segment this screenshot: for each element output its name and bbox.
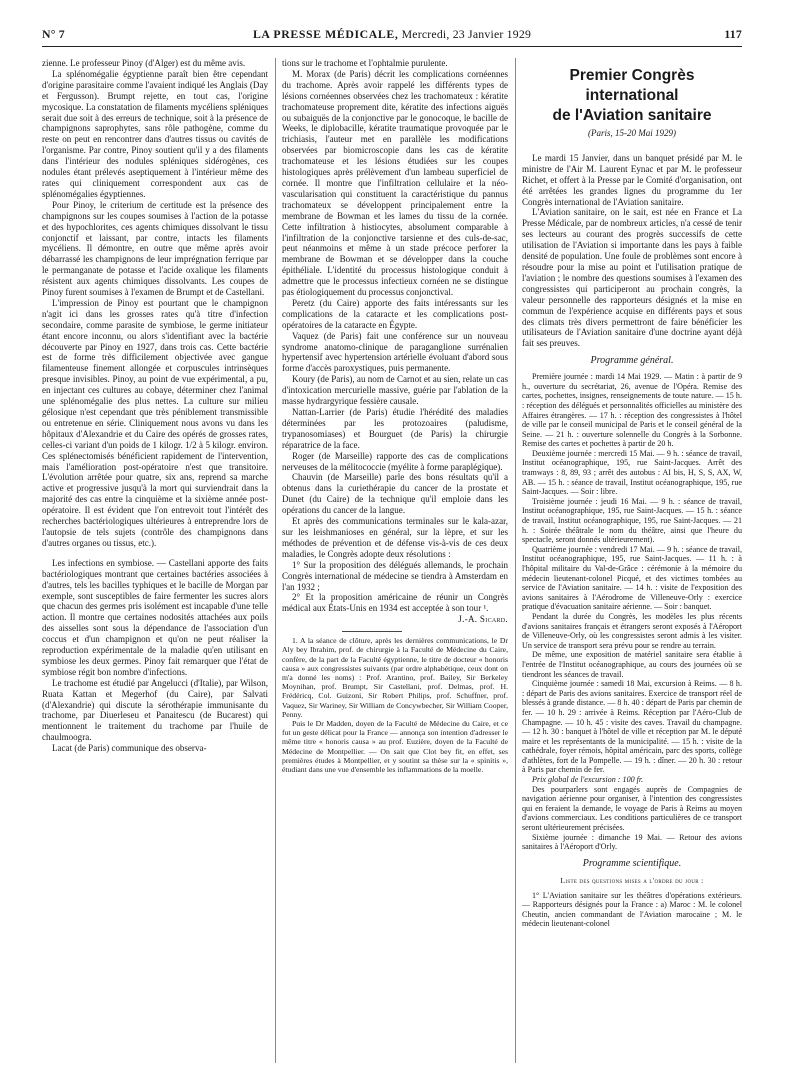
program-item: Deuxième journée : mercredi 15 Mai. — 9 h. : séance de travail, Institut océanographique, 195, rue Saint-Jacques. Arrêt des tramways : 8, 89, 93 ; arrêt des autobus : AI bis, H, S, S, AX, W, AB. — 15 h. : séance de travail, Institut océanographique, 195, rue Saint-Jacques. — Soir : libre. bbox=[522, 448, 742, 497]
questions-heading: Liste des questions mises a l'ordre du jour : bbox=[560, 875, 704, 885]
column-divider bbox=[515, 58, 516, 1063]
issue-number: N° 7 bbox=[42, 27, 65, 41]
column-3 bbox=[522, 58, 742, 929]
paragraph: Et après des communications terminales sur le kala-azar, sur les leishmanioses en général, sur la lèpre, et sur les méthodes de prévention et de défense vis-à-vis de ces deux maladies, le Congrès adopte deux résolutions : bbox=[282, 516, 508, 559]
program-item: Des pourparlers sont engagés auprès de Compagnies de navigation aérienne pour organiser, à l'intention des congressistes qui en feraient la demande, le voyage de Paris à Reims au moyen d'avions commerciaux. Les conditions particulières de ce transport seront ultérieurement précisées. bbox=[522, 784, 742, 833]
footnote-rule bbox=[342, 631, 402, 632]
paragraph: 1° Sur la proposition des délégués allemands, le prochain Congrès international de médecine se tiendra à Amsterdam en l'an 1932 ; bbox=[282, 559, 508, 592]
column-divider bbox=[275, 58, 276, 1063]
article-title bbox=[522, 66, 742, 126]
program-item: De même, une exposition de matériel sanitaire sera établie à l'entrée de l'Institut océanographique, au cours des journées où se tiendront les séances de travail. bbox=[522, 650, 742, 679]
journal-title-line bbox=[42, 27, 742, 42]
footnote-paragraph: Puis le Dr Madden, doyen de la Faculté de Médecine du Caire, et ce fut un geste délicat pour la France — annonça son intention d'adresser le même titre « honoris causa » au prof. Euzière, doyen de la Faculté de Médecine de Montpellier. — On sait que Clot bey fit, en effet, ses premières études à Montpellier, et y soutint sa thèse sur la « spinitis », étudiant dans une vue d'ensemble les inflammations de la moelle. bbox=[282, 718, 508, 774]
column-1 bbox=[42, 58, 268, 754]
author-signature: J.-A. Sicard. bbox=[458, 614, 508, 625]
program-item: Sixième journée : dimanche 19 Mai. — Retour des avions sanitaires à l'Aéroport d'Orly. bbox=[522, 832, 742, 852]
paragraph: Peretz (du Caire) apporte des faits intéressants sur les complications de la cataracte et les complications post-opératoires de la cataracte en Égypte. bbox=[282, 297, 508, 330]
paragraph: L'Aviation sanitaire, on le sait, est née en France et La Presse Médicale, par de nombreux articles, n'a cessé de tenir ses lecteurs au courant des progrès successifs de cette utilisation de l'Aviation si importante dans les pays à faible densité de population. Une foule de problèmes sont encore à résoudre pour la mise au point et l'utilisation pratique de l'aviation ; le nombre des questions soumises à l'examen des congressistes qui participeront au prochain congrès, la valeur personnelle des rapporteurs désignés et la mise en commun de l'expérience acquise en différents pays et sous des climats très divers permettront de faire bénéficier les utilisateurs de l'Aviation sanitaire d'une doctrine ayant déjà fait ses preuves. bbox=[522, 207, 742, 349]
questions-list bbox=[522, 891, 742, 929]
paragraph: Le mardi 15 Janvier, dans un banquet présidé par M. le ministre de l'Air M. Laurent Eynac et par M. le professeur Richet, et offert à la Presse par le Comité d'organisation, ont été arrêtées les grandes lignes du programme du 1er Congrès international de l'Aviation sanitaire. bbox=[522, 152, 742, 207]
header-rule bbox=[42, 46, 742, 47]
paragraph: Chauvin (de Marseille) parle des bons résultats qu'il a obtenus dans la curiethérapie du cancer de la prostate et Dunet (du Caire) de la technique qu'il emploie dans les opérations du cancer de la langue. bbox=[282, 472, 508, 516]
issue-date: Mercredi, 23 Janvier 1929 bbox=[401, 27, 532, 41]
article-title-line: de l'Aviation sanitaire bbox=[552, 107, 712, 124]
program-item: Première journée : mardi 14 Mai 1929. — Matin : à partir de 9 h., ouverture du secrétariat, 26, avenue de l'Opéra. Remise des cartes, pochettes, insignes, renseignements de toute nature. — 15 h. : réception des délégués et personnalités officielles au ministère des Affaires étrangères. — 17 h. : réception des congressistes à l'hôtel de ville par le conseil municipal de Paris et le conseil général de la Seine. — 21 h. : ouverture solennelle du Congrès à la Sorbonne. Remise des cartes et pochettes à partir de 20 h. bbox=[522, 372, 742, 449]
paragraph: Pour Pinoy, le criterium de certitude est la présence des champignons sur les coupes soumises à l'action de la potasse et des hypochlorites, ces agents chimiques dissolvant le tissu conjonctif et laissant, par contre, intacts les filaments mycéliens. Il démontre, en outre que même après avoir débarrassé les champignons de leur imprégnation ferrique par le permanganate de potasse et l'acide oxalique les filaments résistent aux agents chimiques dissolvants. Les coupes de Pinoy furent soumises à l'examen de Brumpt et de Castellani. bbox=[42, 199, 268, 298]
column-2 bbox=[282, 58, 508, 774]
section-heading: Programme général. bbox=[590, 355, 674, 367]
section-heading: Programme scientifique. bbox=[582, 857, 682, 869]
program-item: Cinquième journée : samedi 18 Mai, excursion à Reims. — 8 h. : départ de Paris des avions sanitaires. Exercice de transport réel de blessés à grande distance. — 8 h. 40 : départ de Paris par chemin de fer. — 10 h. 29 : arrivée à Reims. Réception par l'Aéro-Club de Champagne. — 10 h. 45 : visite des caves. Travail du champagne. — 12 h. 30 : banquet à l'hôtel de ville et réception par M. le député maire et les représentants de la municipalité. — 15 h. : visite de la cathédrale, foyer rémois, hôpital américain, parc des sports, collège d'athlètes, fort de la Pompelle. — 19 h. : dîner. — 20 h. 30 : retour à Paris par chemin de fer. bbox=[522, 679, 742, 775]
paragraph: Lacat (de Paris) communique des observa- bbox=[52, 743, 207, 754]
page-header bbox=[42, 27, 742, 43]
paragraph: Vaquez (de Paris) fait une conférence sur un nouveau syndrome anatomo-clinique de paraganglione surrénalien hypertensif avec hypertension artérielle évoluant d'abord sous forme d'accès paroxystiques, puis permanente. bbox=[282, 330, 508, 374]
paragraph: La splénomégalie égyptienne paraît bien être cependant d'origine parasitaire comme l'avaient indiqué les Anglais (Day et Fergusson). Brumpt rejette, en tout cas, l'origine mycosique. La constatation de filaments mycéliens spléniques serait due soit à des erreurs de technique, soit à la présence de champignons saprophytes, sans rôle pathogène, comme du reste on peut en rencontrer dans d'autres tissus ou cavités de l'organisme. Par contre, Pinoy soutient qu'il y a des filaments dans l'intérieur des nodules spléniques sidérogènes, ces nodules étant prélevés aseptiquement à l'intérieur même des rates qui cliniquement correspondent aux cas de splénomégalies égyptiennes. bbox=[42, 68, 268, 199]
paragraph: Roger (de Marseille) rapporte des cas de complications nerveuses de la mélitococcie (myélite à forme paraplégique). bbox=[282, 450, 508, 472]
paragraph: zienne. Le professeur Pinoy (d'Alger) est du même avis. bbox=[42, 58, 246, 68]
paragraph: M. Morax (de Paris) décrit les complications cornéennes du trachome. Après avoir rappelé les différents types de lésions cornéennes observées chez les trachomateux : kératite trachomateuse proprement dite, kératite des infections aiguës ou subaiguës de la conjonctive par le gonocoque, le bacille de Weeks, le diplobacille, kératite traumatique provoquée par le trichiasis, l'auteur met en parallèle les modifications observées par biomicroscopie dans les cas de kératite trachomateuse et les lésions étudiées sur les coupes histologiques après prélèvement d'un lambeau superficiel de cornée. Il montre que l'infiltration cellulaire et la néo-vascularisation qui constituent la caractéristique du pannus trachomateux se développent principalement entre la membrane de Bowman et les lames du tissu de la cornée. Cette infiltration à histiocytes, absolument comparable à l'infiltration de la conjonctive tarsienne et des culs-de-sac, peut néanmoins et même à un stade précoce perforer la membrane de Bowman et se développer dans la couche épithéliale. L'identité du processus histologique conduit à admettre que le processus infectieux cornéen ne se distingue pas étiologiquement du processus conjonctival. bbox=[282, 68, 508, 298]
article-subtitle: (Paris, 15-20 Mai 1929) bbox=[588, 128, 676, 138]
paragraph: Les infections en symbiose. — Castellani apporte des faits bactériologiques montrant que certaines bactéries associées à d'autres, tels les bacilles typhiques et le bacille de Morgan par exemple, sont susceptibles de faire fermenter les sucres alors que chacun des germes pris isolément est incapable d'une telle action. Il montre que certaines nodosités attachées aux poils des aisselles sont sous la dépendance de l'association d'un coccus et d'un champignon et qu'on ne peut réaliser la reproduction expérimentale de la maladie qu'en utilisant en symbiose les deux germes. Pinoy fait remarquer que l'état de symbiose régit bon nombre d'infections. bbox=[42, 557, 268, 677]
question-item: 1° L'Aviation sanitaire sur les théâtres d'opérations extérieurs. — Rapporteurs désignés pour la France : a) Maroc : M. le colonel Cheutin, ancien commandant de l'Aviation marocaine ; M. le médecin lieutenant-colonel bbox=[522, 890, 742, 929]
journal-name: LA PRESSE MÉDICALE, bbox=[252, 27, 399, 41]
paragraph: 2° Et la proposition américaine de réunir un Congrès médical aux États-Unis en 1934 est acceptée à son tour ¹. bbox=[282, 592, 508, 614]
program-item: Troisième journée : jeudi 16 Mai. — 9 h. : séance de travail, Institut océanographique, 195, rue Saint-Jacques. — 15 h. : séance de travail, Institut océanographique, 195, rue Saint-Jacques. — 21 h. : Soirée théâtrale le nom du théâtre, ainsi que l'heure du spectacle, seront donnés ultérieurement). bbox=[522, 496, 742, 545]
article-title-line: Premier Congrès international bbox=[569, 67, 695, 104]
program-item: Prix global de l'excursion : 100 fr. bbox=[532, 775, 644, 785]
paragraph: Nattan-Larrier (de Paris) étudie l'hérédité des maladies déterminées par les protozoaires (paludisme, trypanosomiases) et Bourguet (de Paris) la chirurgie réparatrice de la face. bbox=[282, 407, 508, 450]
paragraph: tions sur le trachome et l'ophtalmie purulente. bbox=[282, 58, 448, 68]
footnote-paragraph: 1. A la séance de clôture, après les dernières communications, le Dr Aly bey Ibrahim, prof. de chirurgie à la Faculté de Médecine du Caire, confère, de la part de la Faculté égyptienne, le titre de docteur « honoris causa » aux congressistes suivants (par ordre alphabétique, ceux dont on m'a donné les noms) : Prof. Arantino, prof. Bailey, Sir Berkeley Moynihan, prof. Brumpt, Sir Castellani, prof. Delmas, prof. H. Frédéricq, Col. Guizoni, Sir Robert Philips, prof. Schuffner, prof. Vaquez, Sir Wariney, Sir William de Concywbecher, Sir William Cooper, Penny. bbox=[282, 636, 508, 719]
program-item: Quatrième journée : vendredi 17 Mai. — 9 h. : séance de travail, Institut océanographique, 195, rue Saint-Jacques. — 11 h. : à l'hôpital militaire du Val-de-Grâce : cérémonie à la mémoire du médecin lieutenant-colonel Picqué, et des victimes tombées au service de l'Aviation sanitaire. — 14 h. : visite de l'exposition des avions sanitaires à l'Aérodrome de Villeneuve-Orly : exercice pratique d'évacuation sanitaire aérienne. — Soir : banquet. bbox=[522, 544, 742, 612]
paragraph: Le trachome est étudié par Angelucci (d'Italie), par Wilson, Ruata Kattan et Megerhof (du Caire), par Salvati (d'Alexandrie) qui discute la sérothérapie immunisante du trachome, par Diuerleseu et Panaitescu (de Bucarest) qui mentionnent le traitement du trachome par l'huile de chaulmoogra. bbox=[42, 677, 268, 743]
footnote bbox=[282, 636, 508, 774]
program-list bbox=[522, 372, 742, 852]
program-item: Pendant la durée du Congrès, les modèles les plus récents d'avions sanitaires français et étrangers seront exposés à l'Aéroport de Villeneuve-Orly, où les congressistes seront admis à les visiter. Un service de transport sera prévu pour se rendre au terrain. bbox=[522, 611, 742, 650]
paragraph: L'impression de Pinoy est pourtant que le champignon n'agit ici dans les grosses rates qu'à titre d'infection secondaire, comme parasite de symbiose, le germe initiateur étant encore inconnu, ou alors s'identifiant avec la bactérie découverte par Pinoy en 1927, dans trois cas. Cette bactérie est de forme très difficilement objectivée avec gangue filamenteuse finement allongée et corpuscules intrinsèques presque invisibles. Pinoy, au point de vue expérimental, a pu, en injectant ces cultures au cobaye, déterminer chez l'animal une splénomégalie des plus nettes. La culture sur milieu gélosique n'est cependant que très péniblement transmissible ou entretenue en série. Cliniquement nous avons vu dans les hôpitaux d'Alexandrie et du Caire des opérés de grosses rates, celles-ci variant d'un poids de 1 kilogr. 1/2 à 5 kilogr. environ. Ces splénectomisés bénéficient rapidement de l'intervention, mais l'amélioration post-opératoire n'est que transitoire. L'évolution arrêtée pour quatre, six ans, reprend sa marche active et progressive jusqu'à la mort qui surviendrait dans la majorité des cas entre la cinquième et la sixième année post-opératoire. Il est évident que l'on entrevoit tout l'intérêt des recherches bactériologiques ultérieures à entreprendre lors de l'autopsie de tels sujets (contrôle des champignons dans d'autres organes ou tissus, etc.). bbox=[42, 297, 268, 548]
page-number: 117 bbox=[724, 27, 742, 41]
paragraph: Koury (de Paris), au nom de Carnot et au sien, relate un cas d'intoxication mercurielle massive, guérie par l'ablation de la masse hydrargyrique fessière causale. bbox=[282, 374, 508, 407]
